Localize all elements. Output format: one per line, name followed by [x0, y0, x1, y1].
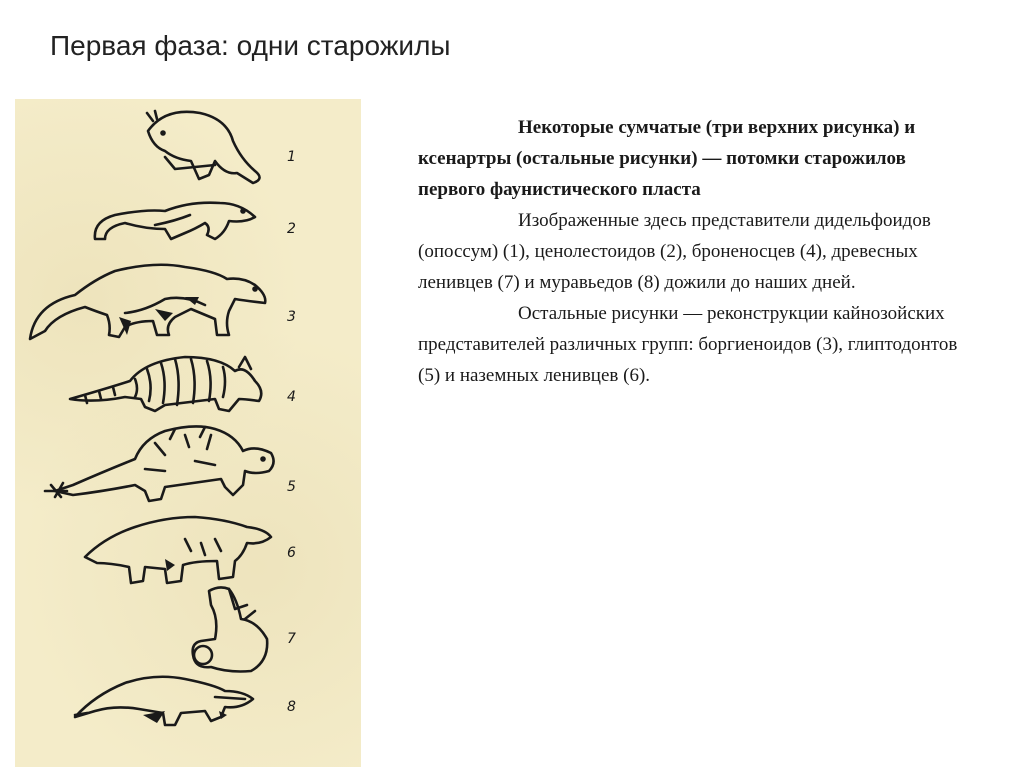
paragraph-surviving-text: Изображенные здесь представители дидельфоидов (опоссум) (1), ценолестоидов (2), броненосцев (4), древесных ленивцев (7) и муравьедов (8) дожили до наших дней.: [418, 210, 931, 293]
figure-number-1: 1: [287, 149, 296, 165]
borhyaenoid-drawing: [30, 265, 265, 339]
armadillo-drawing: [70, 357, 261, 411]
slide-title: Первая фаза: одни старожилы: [50, 30, 451, 61]
figure-number-6: 6: [287, 545, 296, 561]
anteater-drawing: [75, 677, 253, 725]
glyptodont-drawing: [45, 426, 274, 501]
figure-number-7: 7: [287, 631, 296, 647]
caenolestid-drawing: [95, 203, 255, 239]
figure-number-5: 5: [287, 479, 296, 495]
paragraph-reconstructions: [418, 298, 958, 391]
paragraph-lead: [418, 112, 958, 205]
paragraph-lead-text: Некоторые сумчатые (три верхних рисунка) и ксенартры (остальные рисунки) — потомки старожилов первого фаунистического пласта: [418, 117, 916, 200]
description-text: [418, 112, 958, 391]
paragraph-reconstructions-text: Остальные рисунки — реконструкции кайнозойских представителей различных групп: боргиеноидов (3), глиптодонтов (5) и наземных ленивцев (6).: [418, 303, 958, 386]
paragraph-surviving: [418, 205, 958, 298]
figure-number-4: 4: [287, 389, 296, 405]
figure-number-2: 2: [287, 221, 296, 237]
ground-sloth-drawing: [85, 517, 271, 583]
figure-number-3: 3: [287, 309, 296, 325]
animal-illustration-panel: [15, 99, 361, 767]
tree-sloth-drawing: [193, 587, 268, 671]
opossum-drawing: [147, 111, 260, 183]
animal-drawings: [15, 99, 361, 767]
figure-number-8: 8: [287, 699, 296, 715]
